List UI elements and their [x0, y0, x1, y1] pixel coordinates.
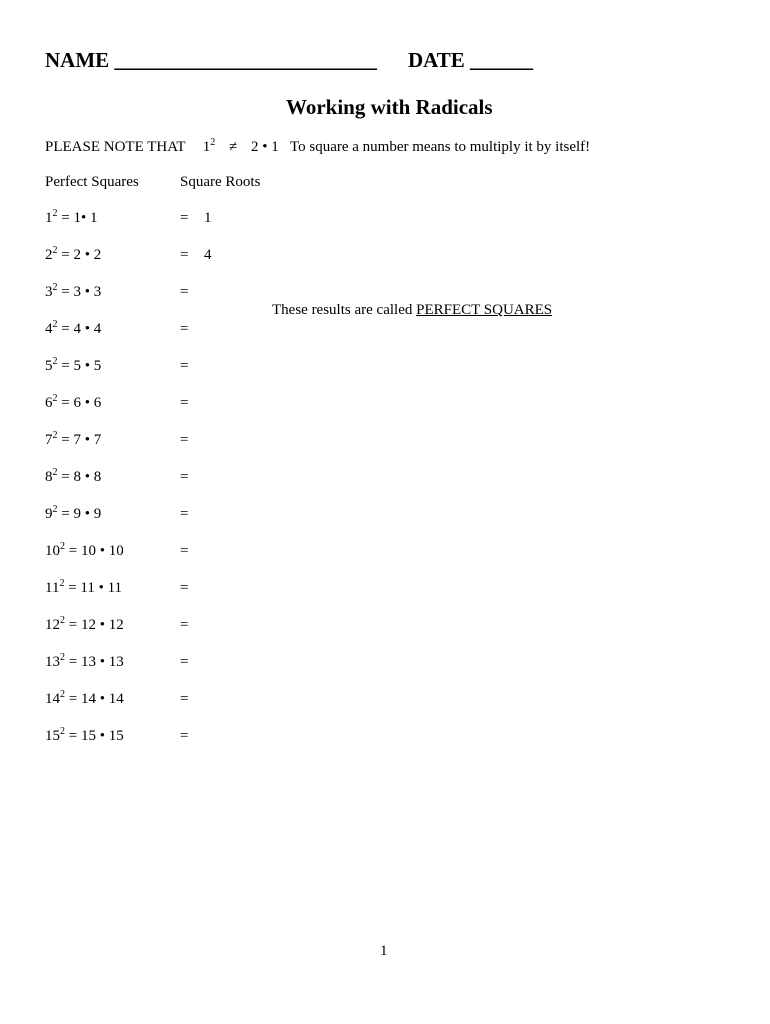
square-root-equals: =: [180, 543, 189, 559]
square-exponent: 2: [52, 282, 58, 293]
square-root-equals: =: [180, 654, 189, 670]
square-product: = 15 • 15: [65, 728, 124, 744]
perfect-square-expression: [45, 726, 124, 744]
square-product: = 8 • 8: [57, 469, 102, 485]
square-product: = 2 • 2: [57, 247, 102, 263]
square-root-equals: =: [180, 728, 189, 744]
square-exponent: 2: [60, 541, 65, 552]
perfect-square-expression: [45, 245, 102, 263]
perfect-square-expression: [45, 393, 102, 411]
square-product: = 9 • 9: [57, 506, 102, 522]
results-note-emphasis: PERFECT SQUARES: [416, 302, 553, 318]
square-base: 14: [45, 691, 60, 707]
square-base: 12: [45, 617, 60, 633]
square-product: = 14 • 14: [65, 691, 124, 707]
column-header-perfect-squares: Perfect Squares: [45, 174, 139, 190]
square-exponent: 2: [60, 615, 65, 626]
note-exponent: 2: [210, 137, 216, 148]
square-base: 10: [45, 543, 60, 559]
square-product: = 4 • 4: [57, 321, 102, 337]
perfect-square-expression: [45, 689, 124, 707]
perfect-square-expression: [45, 430, 102, 448]
perfect-square-expression: [45, 615, 124, 633]
results-note: [272, 303, 552, 318]
note-base: 1: [202, 139, 211, 155]
square-product: = 5 • 5: [57, 358, 102, 374]
square-root-equals: =: [180, 580, 189, 596]
square-product: = 10 • 10: [65, 543, 124, 559]
page-number: 1: [380, 943, 388, 959]
results-note-prefix: These results are called: [272, 302, 417, 318]
square-base: 13: [45, 654, 60, 670]
square-product: = 11 • 11: [64, 580, 123, 596]
square-exponent: 2: [52, 393, 58, 404]
perfect-square-expression: [45, 319, 102, 337]
square-root-equals: =: [180, 395, 189, 411]
square-exponent: 2: [52, 208, 58, 219]
square-root-equals: =: [180, 506, 189, 522]
square-product: = 13 • 13: [65, 654, 124, 670]
square-root-equals: =: [180, 284, 189, 300]
not-equal-symbol: ≠: [229, 139, 238, 155]
square-result-value: 4: [204, 247, 212, 263]
square-base: 15: [45, 728, 60, 744]
square-root-equals: =: [180, 321, 189, 337]
square-base: 2: [45, 247, 53, 263]
square-root-equals: =: [180, 247, 189, 263]
square-product: = 3 • 3: [57, 284, 102, 300]
name-field-label: NAME _________________________: [45, 48, 377, 72]
perfect-square-expression: [45, 282, 102, 300]
perfect-square-expression: [45, 541, 124, 559]
date-field-label: DATE ______: [408, 48, 534, 72]
square-root-equals: =: [180, 432, 189, 448]
note-rhs: 2 • 1: [251, 139, 279, 155]
note-prefix: PLEASE NOTE THAT: [45, 139, 186, 155]
square-exponent: 2: [52, 467, 58, 478]
note-line: [45, 137, 591, 155]
square-base: 9: [45, 506, 53, 522]
square-root-equals: =: [180, 617, 189, 633]
square-base: 11: [45, 580, 60, 596]
square-base: 4: [45, 321, 53, 337]
square-product: = 12 • 12: [65, 617, 124, 633]
square-base: 5: [45, 358, 53, 374]
square-base: 7: [45, 432, 53, 448]
square-exponent: 2: [60, 689, 65, 700]
square-base: 3: [45, 284, 53, 300]
square-exponent: 2: [52, 430, 58, 441]
note-suffix: To square a number means to multiply it by itself!: [290, 139, 591, 155]
square-base: 1: [45, 210, 53, 226]
perfect-square-expression: [45, 467, 102, 485]
square-exponent: 2: [52, 504, 58, 515]
square-exponent: 2: [52, 356, 58, 367]
perfect-square-expression: [45, 356, 102, 374]
square-exponent: 2: [60, 726, 65, 737]
square-base: 8: [45, 469, 53, 485]
square-root-equals: =: [180, 469, 189, 485]
perfect-square-expression: [45, 652, 124, 670]
square-root-equals: =: [180, 210, 189, 226]
square-root-equals: =: [180, 358, 189, 374]
square-product: = 6 • 6: [57, 395, 102, 411]
square-product: = 1• 1: [57, 210, 98, 226]
column-header-square-roots: Square Roots: [180, 174, 261, 190]
page-title: Working with Radicals: [286, 95, 493, 119]
square-exponent: 2: [60, 652, 65, 663]
perfect-square-expression: [45, 208, 98, 226]
perfect-square-expression: [45, 504, 102, 522]
square-base: 6: [45, 395, 53, 411]
square-root-equals: =: [180, 691, 189, 707]
square-exponent: 2: [59, 578, 65, 589]
square-result-value: 1: [204, 210, 212, 226]
perfect-square-expression: [45, 578, 123, 596]
square-exponent: 2: [52, 319, 58, 330]
square-exponent: 2: [52, 245, 58, 256]
square-product: = 7 • 7: [57, 432, 102, 448]
